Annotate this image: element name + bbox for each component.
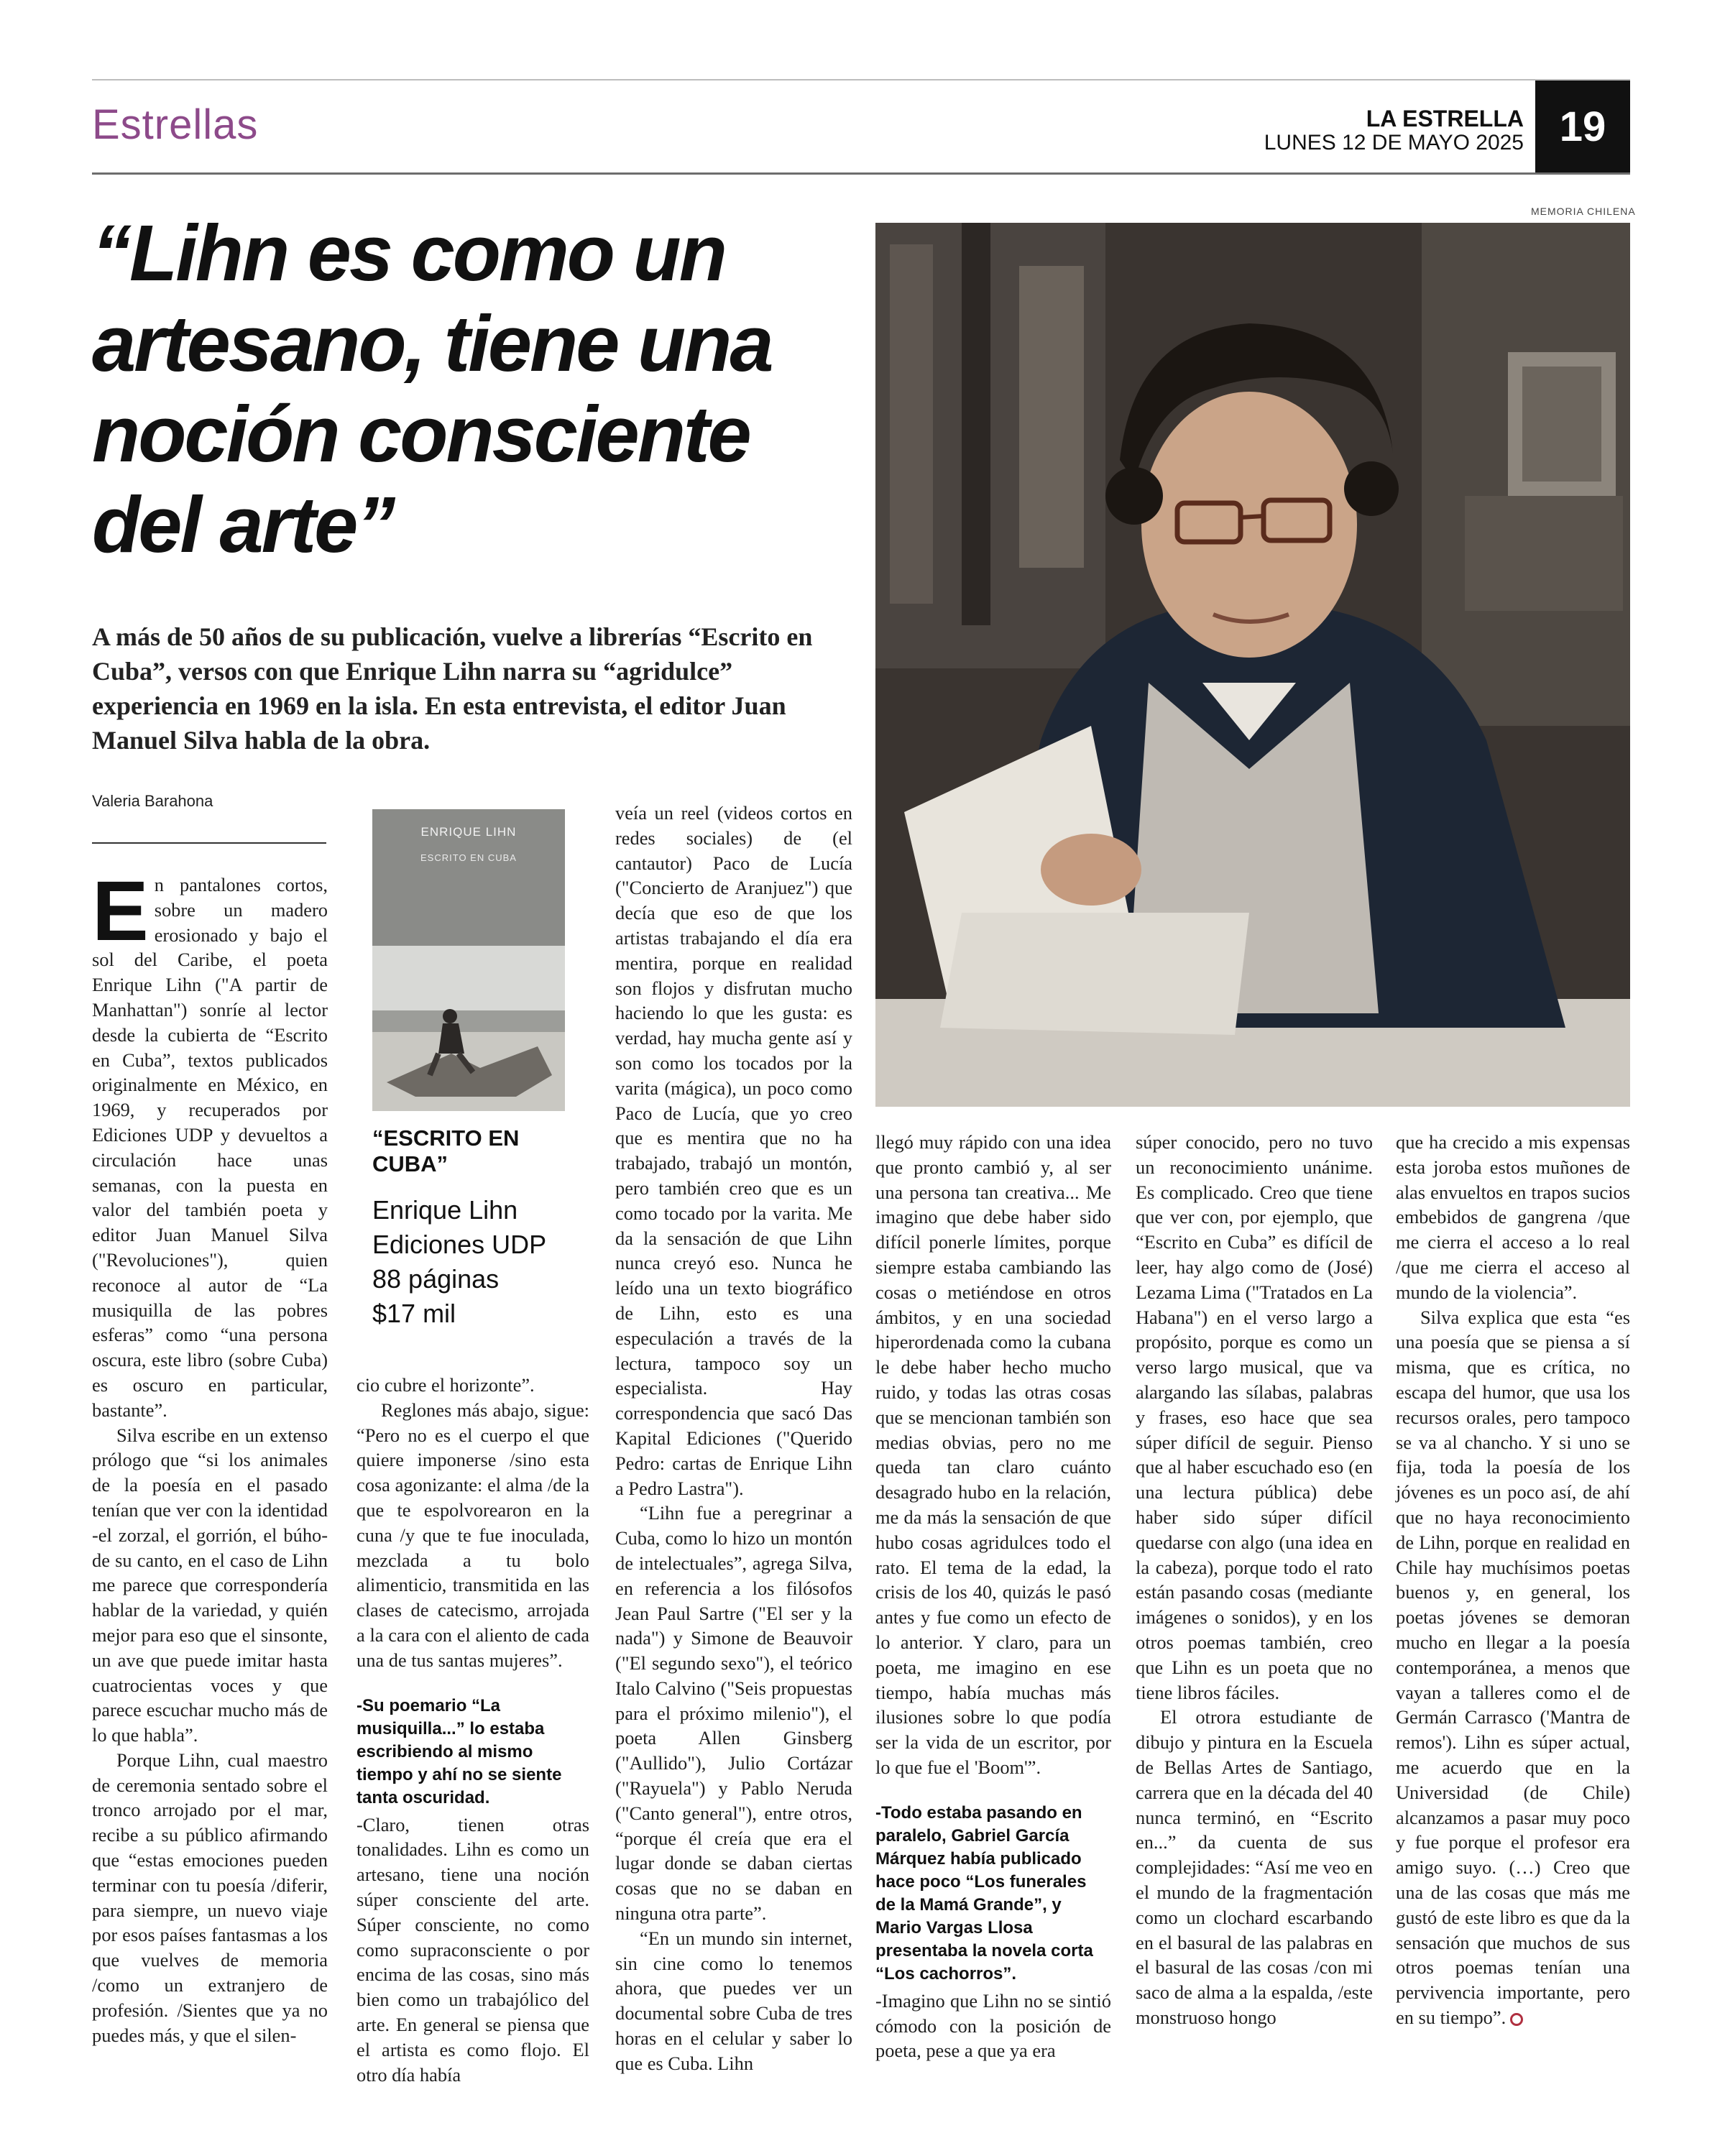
book-cover-author: ENRIQUE LIHN xyxy=(420,825,517,839)
article-column-3 xyxy=(615,801,852,2076)
article-paragraph: Silva escribe en un extenso prólogo que “si los animales de la poesía en el pasado tenían que ver con la identidad -el zorzal, el gorrión, el búho- de su canto, en el caso de Lihn me parece que correspondería hablar de la variedad, y quién mejor para eso que el sinsonte, un ave que puede imitar hasta cuatrocientas voces y que parece escuchar mucho más de lo que habla”. xyxy=(92,1424,328,1746)
article-paragraph: -Claro, tienen otras tonalidades. Lihn es como un artesano, tiene una noción súper consciente del arte. Súper consciente, no como como supraconsciente o por encima de las cosas, sino más bien como un trabajólico del arte. En general se piensa que el artista es como flojo. El otro día había xyxy=(356,1813,589,2086)
article-paragraph: -Imagino que Lihn no se sintió cómodo con la posición de poeta, pese a que ya era xyxy=(875,1989,1111,2062)
newspaper-name: LA ESTRELLA xyxy=(1366,106,1524,132)
headline: “Lihn es como un artesano, tiene una noción consciente del arte” xyxy=(92,209,772,569)
article-paragraph xyxy=(1396,1305,1630,2030)
interview-question: -Todo estaba pasando en paralelo, Gabriel García Márquez había publicado hace poco “Los funerales de la Mamá Grande”, y Mario Vargas Llosa presentaba la novela corta “Los cachorros”. xyxy=(875,1802,1093,1984)
article-paragraph: El otrora estudiante de dibujo y pintura en la Escuela de Bellas Artes de Santiago, carrera que en la década del 40 nunca terminó, en “Escrito en...” da cuenta de sus complejidades: “Así me veo en el mundo de la fragmentación como un clochard escarbando en el basural de las palabras en el basural de las cosas /con mi saco de alma a la espalda, /este monstruoso hongo xyxy=(1136,1706,1373,2028)
section-name: Estrellas xyxy=(92,101,259,148)
book-cover-title: ESCRITO EN CUBA xyxy=(420,852,517,863)
interview-question: -Su poemario “La musiquilla...” lo estaba escribiendo al mismo tiempo y ahí no se siente tanta oscuridad. xyxy=(356,1695,562,1807)
masthead-info xyxy=(1264,106,1524,155)
article-column-2 xyxy=(356,1373,589,2087)
article-paragraph xyxy=(92,864,328,1423)
article-column-5 xyxy=(1136,1130,1373,2030)
end-mark-icon xyxy=(1510,2013,1523,2026)
header-bottom-rule xyxy=(92,172,1630,175)
header-top-rule xyxy=(92,79,1630,80)
article-paragraph: “En un mundo sin internet, sin cine como lo tenemos ahora, que puedes ver un documental sobre Cuba de tres horas en el celular y saber lo que es Cuba. Lihn xyxy=(615,1927,852,2074)
article-column-6 xyxy=(1396,1130,1630,2030)
book-info-box xyxy=(356,801,604,1354)
article-paragraph: “Lihn fue a peregrinar a Cuba, como lo hizo un montón de intelectuales”, agrega Silva, en referencia a los filósofos Jean Paul Sartre ("El ser y la nada") y Simone de Beauvoir ("El segundo sexo"), el teórico Italo Calvino ("Seis propuestas para el próximo milenio"), el poeta Allen Ginsberg ("Aullido"), Julio Cortázar ("Rayuela") y Pablo Neruda ("Canto general"), entre otros, “porque él creía que era el lugar donde se daban ciertas cosas que no se daban en ninguna otra parte”. xyxy=(615,1502,852,1925)
book-title: “ESCRITO EN CUBA” xyxy=(372,1125,520,1176)
byline-rule xyxy=(92,842,326,844)
article-paragraph: Porque Lihn, cual maestro de ceremonia sentado sobre el tronco arrojado por el mar, recibe a su público afirmando que “estas emociones pueden terminar con tu poesía /diferir, para siempre, un nuevo viaje por esos países fantasmas a los que vuelves de memoria /como un extranjero de profesión. /Sientes que ya no puedes más, y que el silen- xyxy=(92,1749,328,2046)
article-column-4 xyxy=(875,1130,1111,2063)
paragraph-text: n pantalones cortos, sobre un madero erosionado y bajo el sol del Caribe, el poeta Enrique Lihn ("A partir de Manhattan") sonríe al lector desde la cubierta de “Escrito en Cuba”, textos publicados originalmente en México, en 1969, y recuperados por Ediciones UDP y devueltos a circulación hace unas semanas, con la puesta en valor del también poeta y editor Juan Manuel Silva ("Revoluciones"), quien reconoce al autor de “La musiquilla de las pobres esferas” como “una persona oscura, este libro (sobre Cuba) es oscuro en particular, bastante”. xyxy=(92,874,328,1421)
article-paragraph: llegó muy rápido con una idea que pronto cambió y, al ser una persona tan creativa... Me imagino que debe haber sido difícil ponerle límites, porque siempre estaba cambiando las cosas o metiéndose en otros ámbitos, y en una sociedad hiperordenada como la cubana le debe haber hecho mucho ruido, y todas las otras cosas que se mencionan también son medias obvias, pero no me queda tan claro cuánto desagrado hubo en la relación, me da más la sensación de que hubo cosas agridulces todo el rato. El tema de la edad, la crisis de los 40, quizás le pasó antes y fue como un efecto de lo anterior. Y claro, para un poeta, me imagino en ese tiempo, había muchas más ilusiones sobre lo que podía ser la vida de un escritor, por lo que fue el 'Boom'”. xyxy=(875,1131,1111,1778)
article-column-1 xyxy=(92,864,328,2047)
drop-cap: E xyxy=(92,864,149,959)
book-author: Enrique Lihn xyxy=(372,1195,518,1225)
paragraph-text: Silva explica que esta “es una poesía que se piensa a sí misma, que es crítica, no escapa del humor, que usa los recursos orales, pero tampoco se va al chancho. Y si uno se fija, toda la poesía de los jóvenes es un poco así, de ahí que no haya reconocimiento de Lihn, porque en realidad en Chile hay muchísimos poetas buenos y, en general, los poetas jóvenes se demoran mucho en llegar a la poesía contemporánea, a menos que vayan a talleres como el de Germán Carrasco ('Mantra de remos'). Lihn es súper actual, me acuerdo que en la Universidad (de Chile) alcanzamos a pasar muy poco y fue porque el profesor era amigo suyo. (…) Creo que una de las cosas que más me gustó de este libro es que da la sensación que muchos de sus otros poemas tenían una pervivencia importante, pero en su tiempo”. xyxy=(1396,1306,1630,2028)
book-cover xyxy=(372,809,565,1111)
article-paragraph: que ha crecido a mis expensas esta joroba estos muñones de alas envueltos en trapos sucios embebidos de gangrena /que me cierra el acceso a lo real /que me cierra el acceso al mundo de la violencia”. xyxy=(1396,1131,1630,1303)
article-paragraph: veía un reel (videos cortos en redes sociales) de (el cantautor) Paco de Lucía ("Concierto de Aranjuez") que decía que eso de que los artistas trabajando el día era mentira, porque en realidad son flojos y disfrutan mucho haciendo lo que les gusta: es verdad, hay mucha gente así y son como los tocados por la varita (mágica), un poco como Paco de Lucía, que yo creo que es mentira que no ha trabajado, trabajó un montón, pero también creo que es un como tocado por la varita. Me da la sensación de que Lihn nunca creyó eso. Nunca he leído una un texto biográfico de Lihn, esto es una especulación a través de la lectura, tampoco soy un especialista. Hay correspondencia que sacó Das Kapital Ediciones ("Querido Pedro: cartas de Enrique Lihn a Pedro Lastra"). xyxy=(615,802,852,1499)
book-price: $17 mil xyxy=(372,1299,456,1328)
byline: Valeria Barahona xyxy=(92,792,213,810)
article-paragraph: súper conocido, pero no tuvo un reconocimiento unánime. Es complicado. Creo que tiene que ver con, por ejemplo, que “Escrito en Cuba” es difícil de leer, hay algo como de (José) Lezama Lima ("Tratados en La Habana") en el verso largo a propósito, porque es como un verso largo musical, que va alargando las sílabas, palabras y frases, eso hace que sea súper difícil de seguir. Pienso que al haber escuchado eso (en una lectura pública) debe haber sido súper difícil quedarse con algo (una idea en la cabeza), porque todo el rato están pasando cosas (mediante imágenes o sonidos), y en los otros poemas también, creo que Lihn es un poeta que no tiene libros fáciles. xyxy=(1136,1131,1373,1703)
book-publisher: Ediciones UDP xyxy=(372,1230,547,1259)
book-details xyxy=(372,1125,595,1331)
book-cover-photo xyxy=(372,946,565,1111)
portrait-photo xyxy=(875,223,1630,1107)
article-paragraph: cio cubre el horizonte”. xyxy=(356,1374,535,1396)
book-pages: 88 páginas xyxy=(372,1264,500,1294)
deck: A más de 50 años de su publicación, vuelve a librerías “Escrito en Cuba”, versos con que Enrique Lihn narra su “agridulce” experiencia en 1969 en la isla. En esta entrevista, el editor Juan Manuel Silva habla de la obra. xyxy=(92,622,813,755)
article-paragraph: Reglones más abajo, sigue: “Pero no es el cuerpo el que quiere imponerse /sino esta cosa agonizante: el alma /de la que te espolvorearon en la cuna /y que te fue inoculada, mezclada a tu bolo alimenticio, transmitida en las clases de catecismo, arrojada a la cara con el aliento de cada una de tus santas mujeres”. xyxy=(356,1399,589,1671)
page-number: 19 xyxy=(1535,80,1630,172)
issue-date: LUNES 12 DE MAYO 2025 xyxy=(1264,131,1524,155)
photo-credit: MEMORIA CHILENA xyxy=(1531,206,1636,217)
